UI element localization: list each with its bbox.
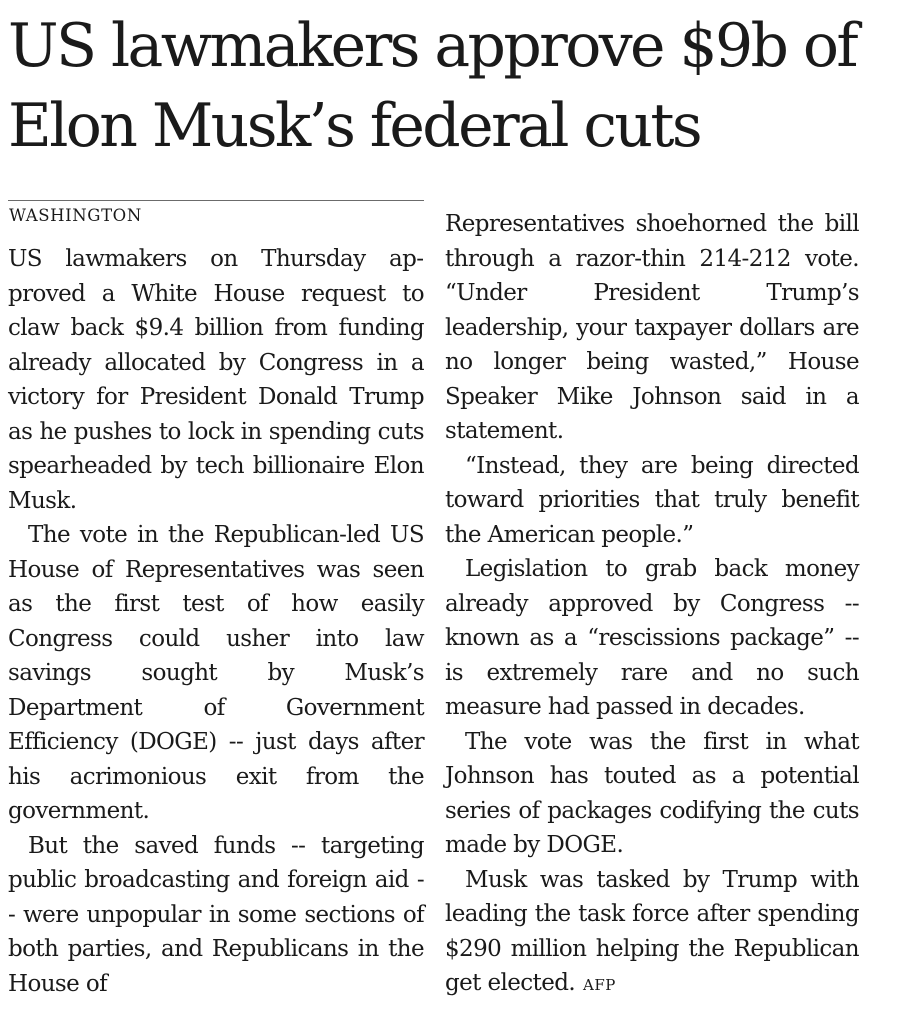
paragraph: US lawmakers on Thursday approved a White House request to claw back $9.4 billion from funding already allocated by Congress in a victory for President Donald Trump as he pushes to lock in spending cuts spearheaded by tech billionaire Elon Musk. (8, 246, 424, 514)
paragraph: Legislation to grab back money already approved by Congress -- known as a “rescissions package” -- is extremely rare and no such measure had passed in decades. (445, 556, 859, 720)
paragraph: The vote was the first in what Johnson has touted as a potential series of packages codifying the cuts made by DOGE. (445, 728, 859, 858)
paragraph-final (445, 863, 859, 1003)
paragraph-text: Musk was tasked by Trump with leading the task force after spending $290 million helping the Republican get elected. (445, 866, 859, 996)
article-column-left (8, 242, 424, 1001)
dateline-rule (8, 200, 424, 201)
agency-credit: AFP (583, 976, 616, 994)
article-column-right (445, 207, 859, 1003)
paragraph: The vote in the Republican-led US House of Representatives was seen as the first test of how easily Congress could usher into law savings sought by Musk’s Department of Government Efficiency (DOGE) -- just days after his acrimonious exit from the government. (8, 522, 424, 824)
paragraph: But the saved funds -- targeting public broadcasting and foreign aid -- were unpopular in some sections of both parties, and Republicans in the House of (8, 832, 424, 997)
paragraph: Representatives shoehorned the bill through a razor-thin 214-212 vote. “Under President Trump’s leadership, your taxpayer dollars are no longer being wasted,” House Speaker Mike Johnson said in a statement. (445, 211, 859, 444)
dateline: WASHINGTON (9, 206, 142, 225)
headline: US lawmakers approve $9b of Elon Musk’s federal cuts (8, 11, 856, 161)
paragraph: “Instead, they are being directed toward priorities that truly benefit the American people.” (445, 452, 859, 548)
